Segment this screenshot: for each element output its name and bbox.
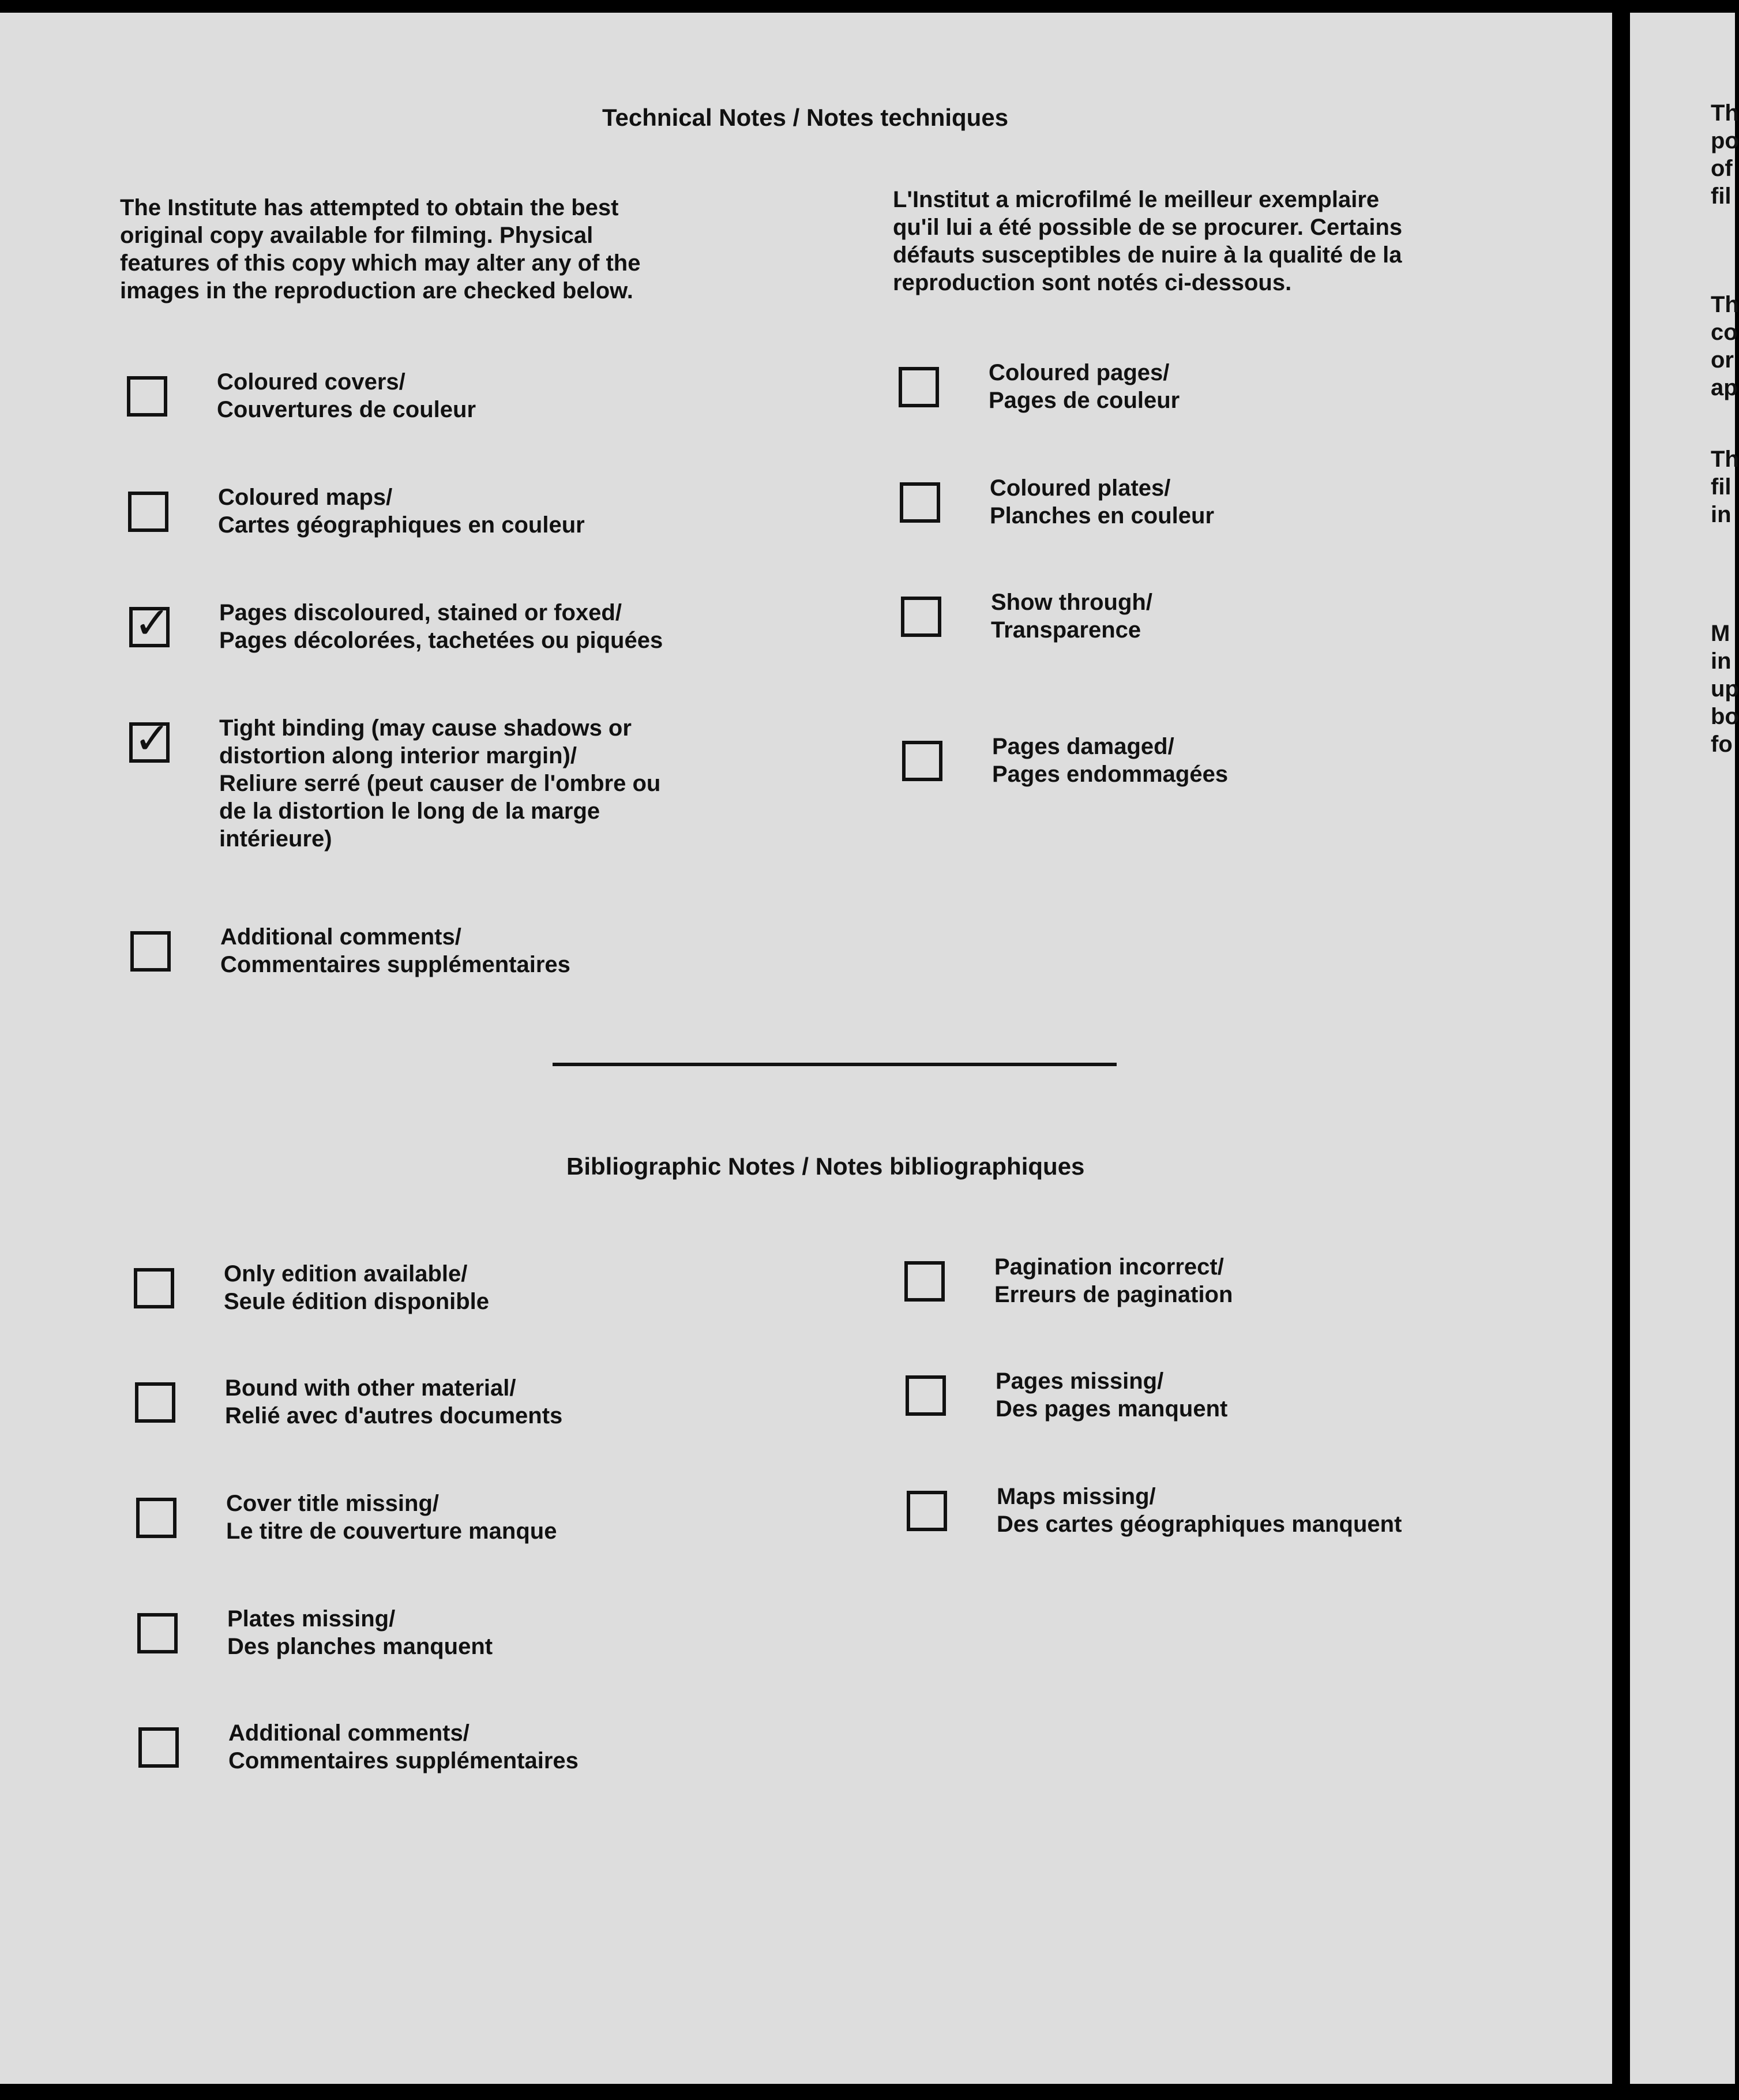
checkbox[interactable] [130,931,171,972]
checkmark-icon: ✓ [134,712,171,764]
checkbox[interactable] [135,1382,175,1423]
edge-text-block: Th co or ap [1711,292,1739,400]
checklist-label: Pages missing/ Des pages manquent [996,1368,1228,1422]
checklist-label: Pages discoloured, stained or foxed/ Pages décolorées, tachetées ou piquées [219,600,663,653]
edge-text-block: Th fil in [1711,447,1739,527]
checklist-label: Tight binding (may cause shadows or distortion along interior margin)/ Reliure serré (peut causer de l'ombre ou de la distortion le long de la marge intérieure) [219,715,661,852]
checklist-label: Coloured covers/ Couvertures de couleur [217,369,476,422]
checklist-label: Show through/ Transparence [991,590,1152,643]
intro-french: L'Institut a microfilmé le meilleur exemplaire qu'il lui a été possible de se procurer. Certains défauts susceptibles de nuire à la qualité de la reproduction sont notés ci-dessous. [893,187,1403,295]
document-page [0,13,1612,2084]
checklist-label: Only edition available/ Seule édition disponible [224,1261,490,1314]
checklist-label: Bound with other material/ Relié avec d'autres documents [225,1375,563,1428]
checkbox[interactable] [907,1491,947,1531]
checklist-label: Coloured maps/ Cartes géographiques en couleur [218,485,585,538]
checkbox[interactable] [138,1727,179,1768]
checkbox[interactable] [899,367,939,407]
checkbox[interactable] [127,376,167,417]
checklist-label: Coloured pages/ Pages de couleur [989,360,1180,413]
edge-text-block: Th po of fil [1711,100,1739,209]
checklist-label: Additional comments/ Commentaires supplémentaires [220,924,570,977]
checkbox[interactable] [900,482,940,523]
checklist-label: Pagination incorrect/ Erreurs de pagination [994,1254,1233,1307]
section-divider [553,1063,1117,1066]
intro-english: The Institute has attempted to obtain the best original copy available for filming. Physical features of this copy which may alter any of the images in the reproduction are checked below. [120,195,641,303]
checkbox[interactable] [902,741,942,781]
checkbox[interactable] [137,1613,178,1653]
checklist-label: Pages damaged/ Pages endommagées [992,734,1229,787]
checklist-label: Additional comments/ Commentaires supplémentaires [228,1720,579,1773]
checkbox[interactable] [134,1268,174,1308]
checklist-label: Maps missing/ Des cartes géographiques manquent [997,1484,1402,1537]
checklist-label: Cover title missing/ Le titre de couverture manque [226,1491,557,1544]
checkbox[interactable] [906,1375,946,1416]
checkbox[interactable] [904,1261,945,1302]
checklist-label: Plates missing/ Des planches manquent [227,1606,493,1659]
checkbox[interactable] [128,492,168,532]
adjacent-page-edge [1630,13,1739,2084]
bibliographic-notes-title: Bibliographic Notes / Notes bibliographiques [566,1153,1085,1180]
checklist-label: Coloured plates/ Planches en couleur [990,475,1215,528]
checkbox[interactable] [136,1498,176,1538]
checkmark-icon: ✓ [134,597,171,648]
checkbox[interactable] [901,597,941,637]
technical-notes-title: Technical Notes / Notes techniques [602,104,1009,131]
edge-text-block: M in up bo fo [1711,621,1739,757]
